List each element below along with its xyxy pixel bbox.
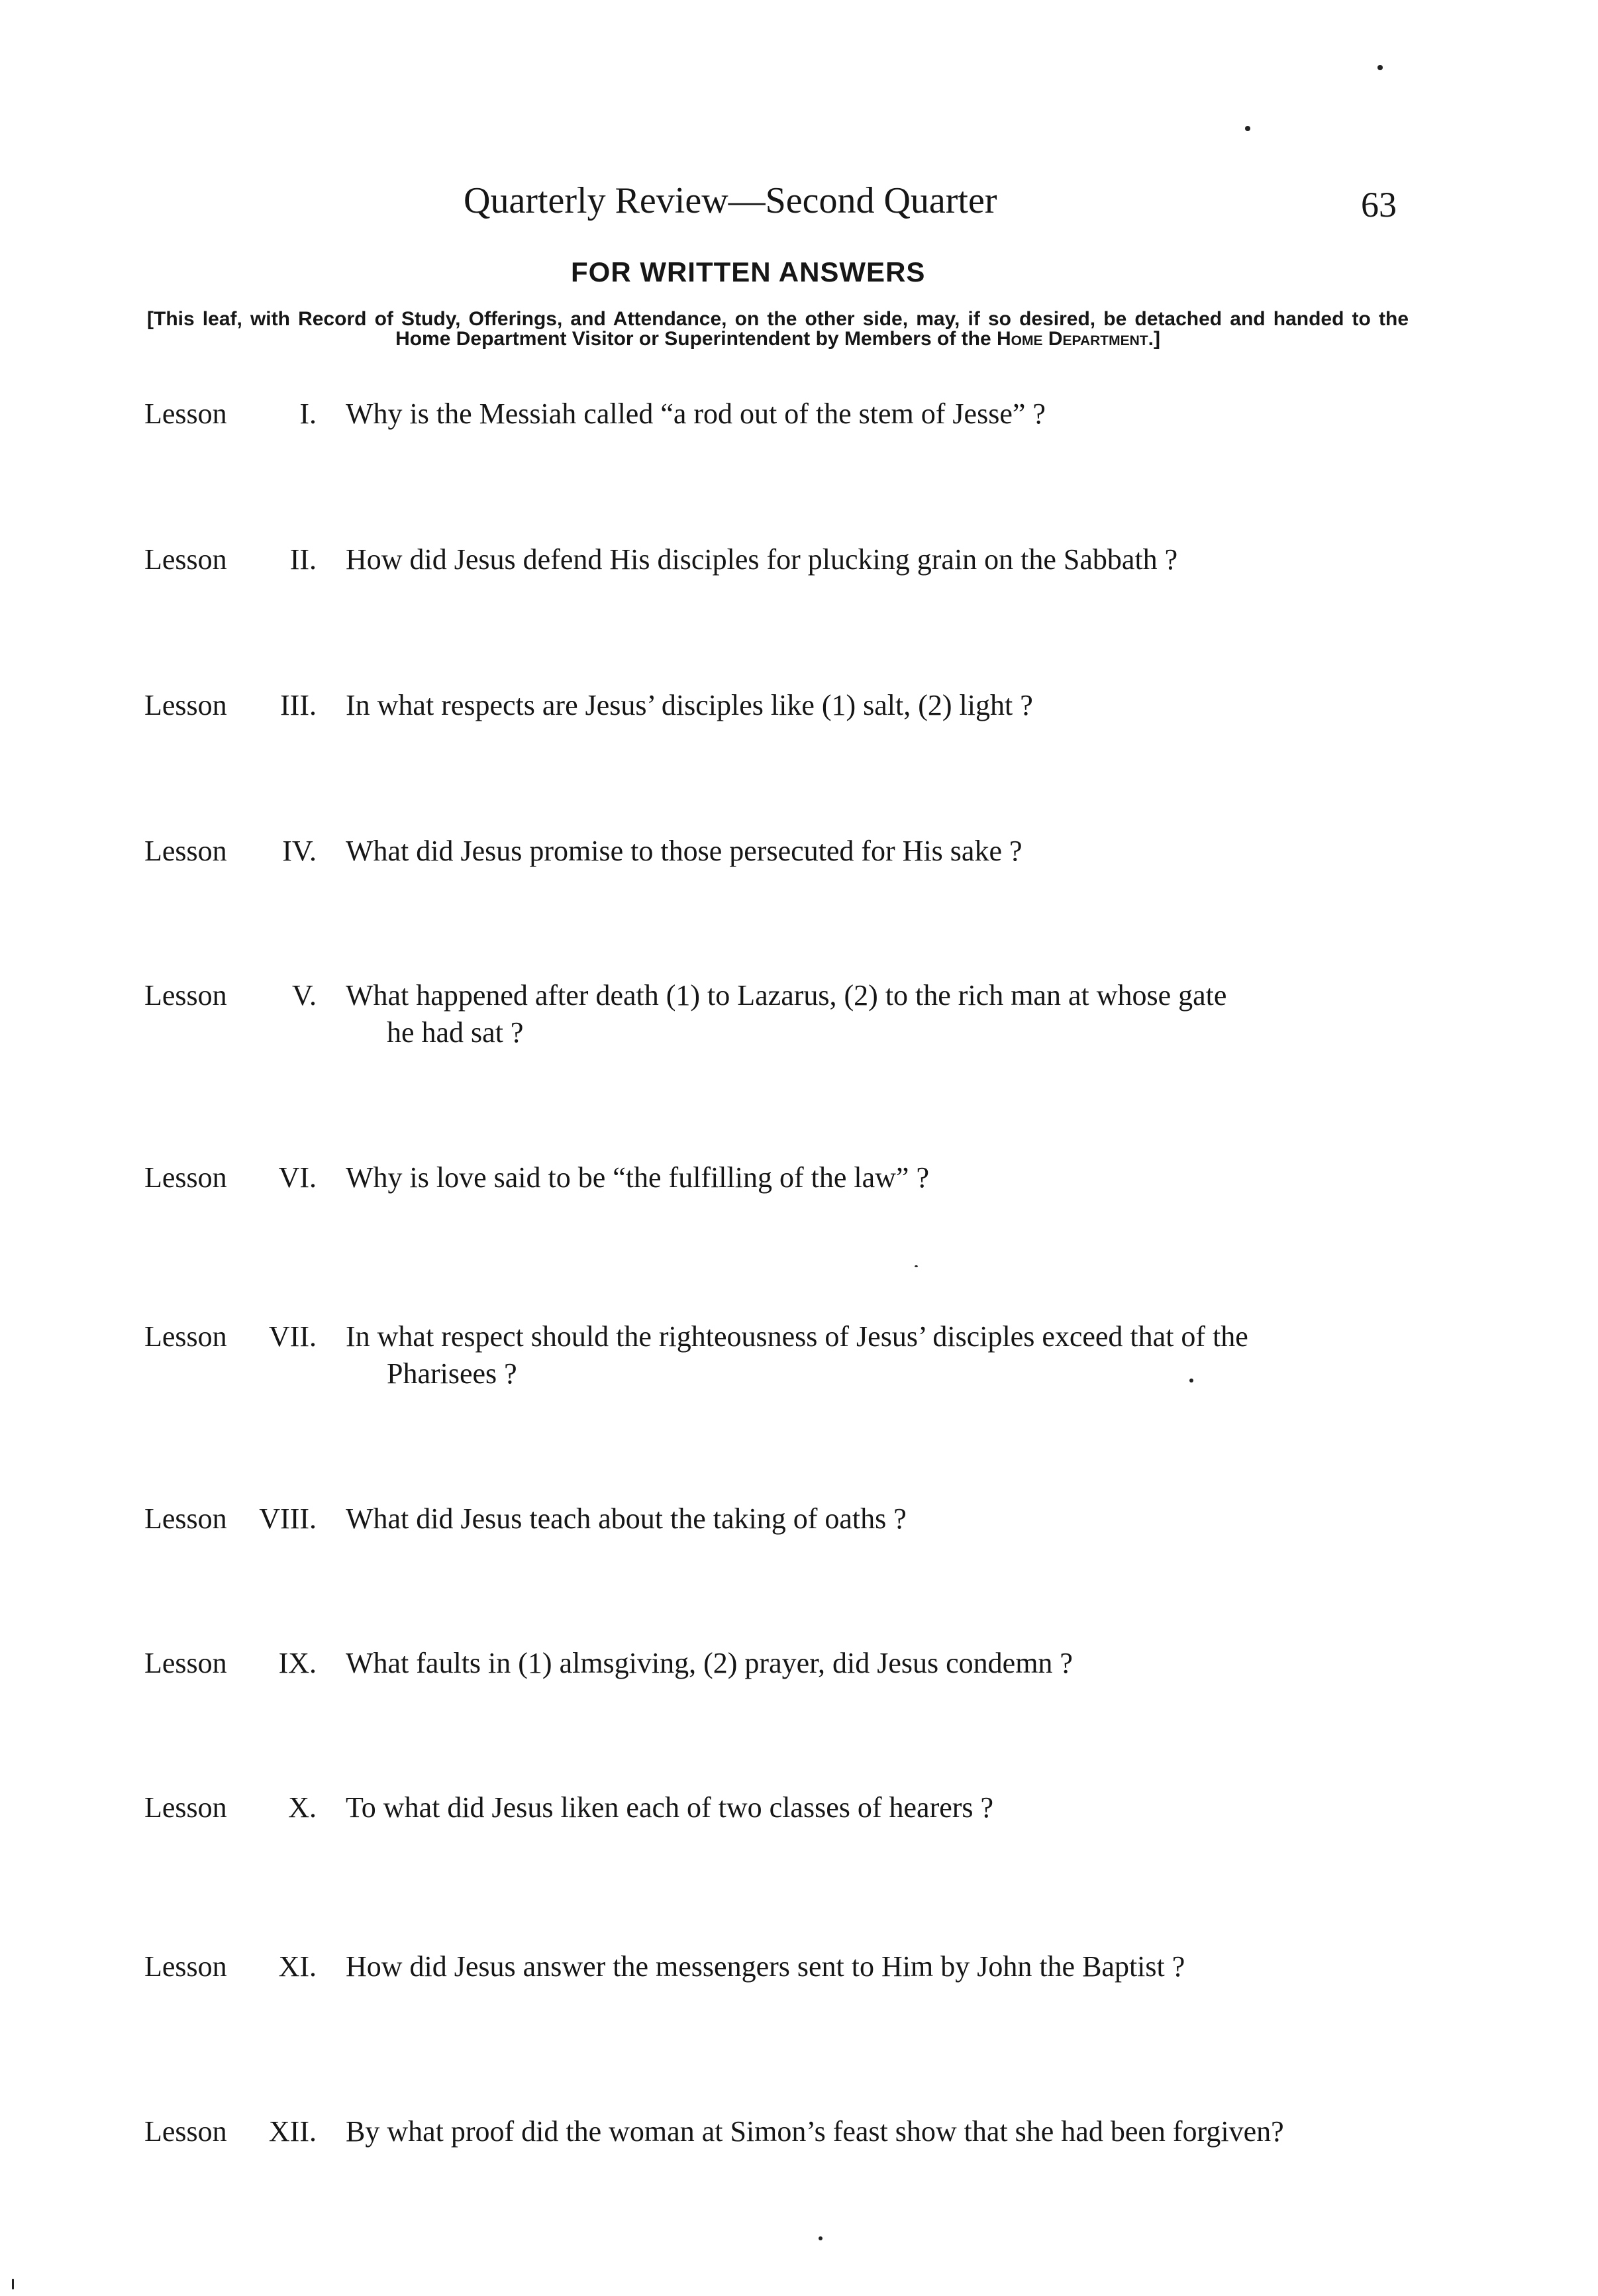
lesson-label: Lesson [144,2115,227,2148]
lesson-question-line: What did Jesus teach about the taking of oaths ? [346,1502,907,1535]
section-subtitle: FOR WRITTEN ANSWERS [571,256,926,287]
lesson-numeral: III. [280,689,317,721]
lesson-label: Lesson [144,397,227,430]
lesson-question-line: What happened after death (1) to Lazarus, (2) to the rich man at whose gate [346,979,1227,1012]
lesson-numeral: X. [288,1791,317,1824]
lesson-numeral: XI. [278,1950,317,1983]
lesson-question [346,541,1411,578]
lesson-question [346,833,1411,870]
lesson-question [346,1789,1411,1826]
lesson-label: Lesson [144,979,227,1012]
lesson-label: Lesson [144,1320,227,1353]
page-title: Quarterly Review—Second Quarter [464,180,997,221]
lesson-label: Lesson [144,1950,227,1983]
lesson-question-line: What faults in (1) almsgiving, (2) prayer, did Jesus condemn ? [346,1647,1073,1679]
lesson-question [346,687,1411,724]
lesson-question [346,1159,1411,1196]
lesson-question-line: What did Jesus promise to those persecuted for His sake ? [346,835,1023,867]
lesson-question [346,395,1411,433]
scan-speck [819,2236,823,2240]
lesson-question-line: Why is love said to be “the fulfilling of the law” ? [346,1161,929,1194]
lesson-numeral: XII. [268,2115,317,2148]
page-number: 63 [1361,185,1397,225]
lesson-question-line: How did Jesus defend His disciples for plucking grain on the Sabbath ? [346,543,1178,576]
lesson-label: Lesson [144,1791,227,1824]
lesson-label: Lesson [144,1161,227,1194]
lesson-question-line: By what proof did the woman at Simon’s feast show that she had been forgiven? [346,2115,1284,2148]
lesson-numeral: I. [299,397,317,430]
lesson-question-line: To what did Jesus liken each of two classes of hearers ? [346,1791,994,1824]
lesson-question [346,977,1411,1051]
lesson-question-line: Why is the Messiah called “a rod out of the stem of Jesse” ? [346,397,1046,430]
instruction-note-end: .] [1148,328,1160,350]
lesson-numeral: II. [289,543,317,576]
lesson-numeral: IV. [282,835,317,867]
scan-speck [1245,126,1250,131]
lesson-label: Lesson [144,1502,227,1535]
instruction-note-text: [This leaf, with Record of Study, Offerings, and Attendance, on the other side, may, if so desired, be detached and handed to the Home Department Visitor or Superintendent by Members of the [147,308,1409,350]
lesson-numeral: VII. [268,1320,317,1353]
lesson-question [346,1500,1411,1538]
scan-speck [12,2279,14,2289]
lesson-numeral: VI. [278,1161,317,1194]
scan-speck [915,1265,918,1267]
lesson-question [346,1645,1411,1682]
lesson-question-line: How did Jesus answer the messengers sent to Him by John the Baptist ? [346,1950,1185,1983]
lesson-label: Lesson [144,1647,227,1679]
lesson-label: Lesson [144,689,227,721]
scan-speck [1377,65,1383,70]
lesson-question [346,1948,1411,1985]
lesson-question [346,2113,1411,2150]
lesson-question-line: In what respect should the righteousness of Jesus’ disciples exceed that of the [346,1320,1248,1353]
scan-speck [1189,1379,1193,1383]
instruction-note-department: Home Department [997,328,1148,350]
lesson-label: Lesson [144,835,227,867]
lesson-numeral: V. [291,979,317,1012]
lesson-numeral: IX. [278,1647,317,1679]
lesson-question-continuation: Pharisees ? [387,1357,517,1390]
instruction-note [147,309,1409,349]
lesson-question-continuation: he had sat ? [387,1016,524,1049]
lesson-question-line: In what respects are Jesus’ disciples like (1) salt, (2) light ? [346,689,1033,721]
lesson-question [346,1318,1411,1392]
lesson-label: Lesson [144,543,227,576]
lesson-numeral: VIII. [259,1502,317,1535]
